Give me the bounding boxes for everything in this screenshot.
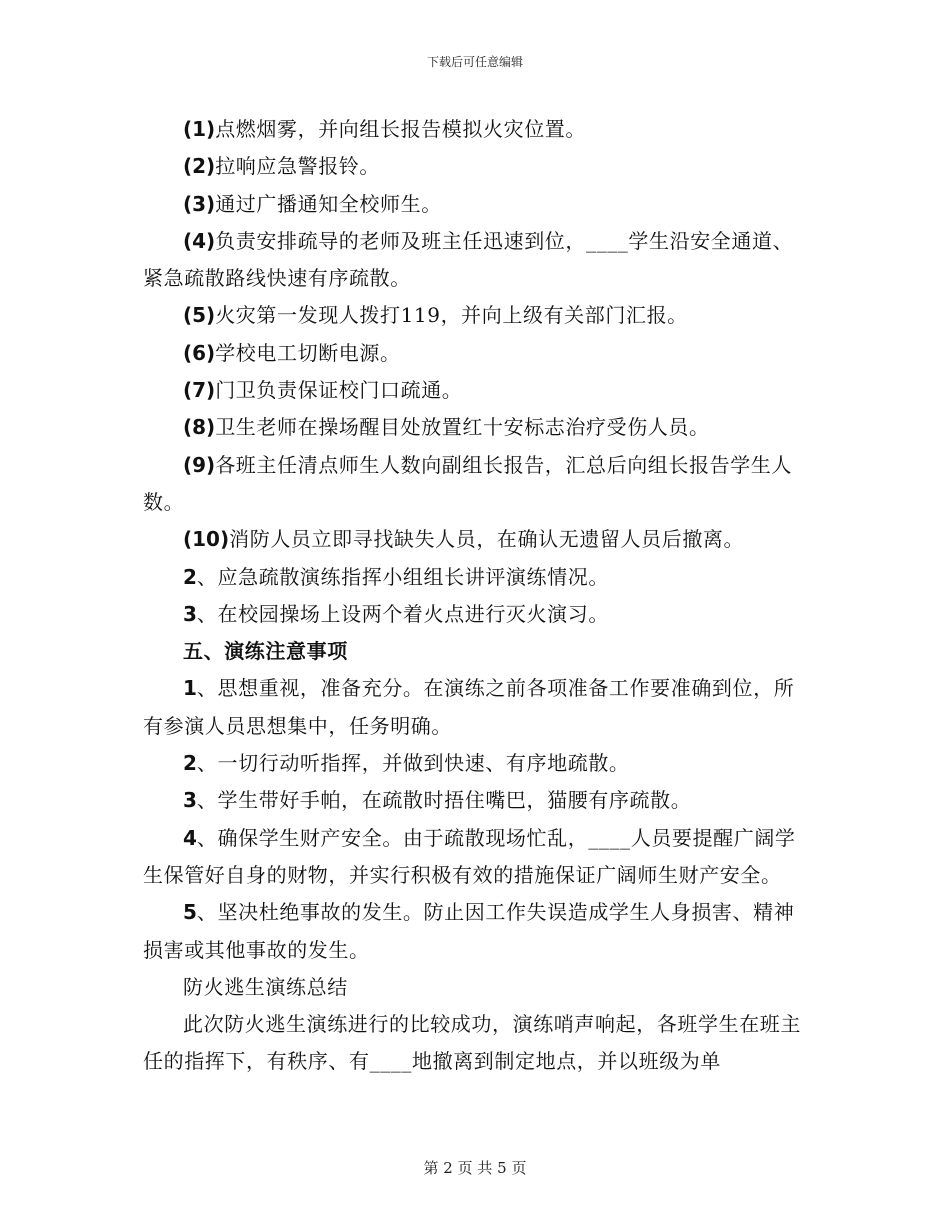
summary-title: 防火逃生演练总结 (183, 974, 348, 999)
item-text: 消防人员立即寻找缺失人员，在确认无遗留人员后撤离。 (229, 527, 745, 552)
item-text: 、坚决杜绝事故的发生。防止因工作失误造成学生人身损害、精神损害或其他事故的发生。 (143, 900, 795, 962)
list-item-8 (143, 409, 813, 446)
item-number: 2 (183, 564, 197, 589)
list-item-10 (143, 521, 813, 558)
item-text: 、思想重视，准备充分。在演练之前各项准备工作要准确到位，所有参演人员思想集中，任务明确。 (143, 676, 795, 738)
page-number-footer: 第 2 页 共 5 页 (423, 1159, 527, 1177)
item-text: 卫生老师在操场醒目处放置红十安标志治疗受伤人员。 (215, 415, 710, 440)
section-item-3 (143, 596, 813, 633)
notice-item-4 (143, 820, 813, 895)
item-number: (5) (183, 303, 216, 328)
notice-item-3 (143, 782, 813, 819)
item-text: 、学生带好手帕，在疏散时捂住嘴巴，猫腰有序疏散。 (196, 788, 692, 813)
item-text: 点燃烟雾，并向组长报告模拟火灾位置。 (215, 117, 587, 141)
list-item-5 (143, 297, 813, 334)
item-number: 1 (183, 676, 197, 701)
notice-item-5 (143, 894, 813, 969)
item-text: 、确保学生财产安全。由于疏散现场忙乱，____人员要提醒广阔学生保管好自身的财物，并实行积极有效的措施保证广阔师生财产安全。 (143, 825, 796, 887)
list-item-9 (143, 447, 813, 522)
item-number: (9) (183, 452, 216, 477)
item-number: 3 (183, 601, 197, 626)
item-number: 3 (183, 788, 197, 813)
notice-item-2 (143, 745, 813, 782)
list-item-7 (143, 372, 813, 409)
item-text: 、应急疏散演练指挥小组组长讲评演练情况。 (196, 564, 609, 589)
list-item-3 (143, 186, 813, 223)
item-text: 各班主任清点师生人数向副组长报告，汇总后向组长报告学生人数。 (143, 452, 793, 514)
item-number: (10) (183, 527, 230, 552)
list-item-1 (143, 111, 813, 148)
item-number: 4 (183, 825, 197, 850)
list-item-4 (143, 223, 813, 298)
item-text: 负责安排疏导的老师及班主任迅速到位，____学生沿安全通道、紧急疏散路线快速有序疏散。 (143, 228, 794, 291)
section-item-2 (143, 559, 813, 596)
item-text: 、在校园操场上设两个着火点进行灭火演习。 (196, 601, 609, 626)
page-header: 下载后可任意编辑 (426, 55, 523, 69)
item-number: (3) (183, 191, 216, 216)
item-text: 学校电工切断电源。 (215, 340, 401, 365)
item-text: 拉响应急警报铃。 (215, 154, 381, 179)
item-number: (2) (183, 154, 216, 179)
section-heading: 五、演练注意事项 (183, 639, 348, 664)
item-text: 火灾第一发现人拨打119，并向上级有关部门汇报。 (215, 303, 688, 328)
item-number: 5 (183, 900, 197, 925)
summary-paragraph: 此次防火逃生演练进行的比较成功，演练哨声响起，各班学生在班主任的指挥下，有秩序、有____地撤离到制定地点，并以班级为单 (143, 1012, 801, 1074)
item-number: 2 (183, 751, 197, 776)
item-number: (1) (183, 117, 216, 141)
item-number: (8) (183, 415, 216, 440)
item-text: 、一切行动听指挥，并做到快速、有序地疏散。 (196, 751, 630, 776)
item-number: (7) (183, 378, 216, 403)
item-number: (4) (183, 228, 216, 253)
item-text: 门卫负责保证校门口疏通。 (215, 378, 463, 403)
notice-item-1 (143, 670, 813, 745)
list-item-2 (143, 148, 813, 185)
item-text: 通过广播通知全校师生。 (215, 191, 442, 216)
list-item-6 (143, 335, 813, 372)
item-number: (6) (183, 340, 216, 365)
document-body (143, 111, 813, 1081)
